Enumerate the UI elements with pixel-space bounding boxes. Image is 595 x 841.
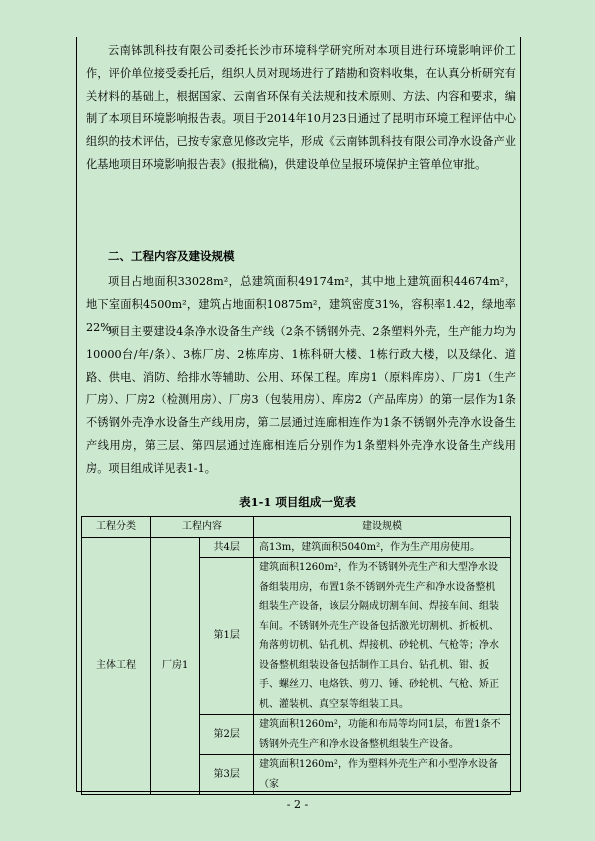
cell-floor: 共4层 xyxy=(200,537,254,558)
cell-desc: 建筑面积1260m²，功能和布局等均同1层，布置1条不锈钢外壳生产和净水设备整机组装生产设备。 xyxy=(254,715,511,755)
page-number: - 2 - xyxy=(286,798,309,811)
cell-floor: 第3层 xyxy=(200,755,254,795)
header-scale: 建设规模 xyxy=(254,517,511,538)
project-composition-table xyxy=(81,516,511,795)
table-caption: 表1-1 项目组成一览表 xyxy=(239,495,356,509)
cell-category: 主体工程 xyxy=(82,537,151,795)
intro-paragraph: 云南钵凯科技有限公司委托长沙市环境科学研究所对本项目进行环境影响评价工作，评价单位接受委托后，组织人员对现场进行了踏勘和资料收集，在认真分析研究有关材料的基础上，根据国家、云南省环保有关法规和技术原则、方法、内容和要求，编制了本项目环境影响报告表。项目于2014年10月23日通过了昆明市环境工程评估中心组织的技术评估，已按专家意见修改完毕，形成《云南钵凯科技有限公司净水设备产业化基地项目环境影响报告表》(报批稿)，供建设单位呈报环境保护主管单位审批。 xyxy=(86,44,516,171)
cell-floor: 第1层 xyxy=(200,558,254,715)
header-content: 工程内容 xyxy=(151,517,254,538)
content-paragraph: 项目主要建设4条净水设备生产线（2条不锈钢外壳、2条塑料外壳，生产能力均为10000台/年/条）、3栋厂房、2栋库房、1栋科研大楼、1栋行政大楼，以及绿化、道路、供电、消防、给排水等辅助、公用、环保工程。库房1（原料库房）、厂房1（生产厂房）、厂房2（检测用房）、厂房3（包装用房）、库房2（产品库房）的第一层作为1条不锈钢外壳净水设备生产线用房，第二层通过连廊相连作为1条不锈钢外壳净水设备生产线用房，第三层、第四层通过连廊相连后分别作为1条塑料外壳净水设备生产线用房。项目组成详见表1-1。 xyxy=(86,325,516,475)
table-header-row xyxy=(82,517,511,538)
cell-desc: 建筑面积1260m²，作为不锈钢外壳生产和大型净水设备组装用房，布置1条不锈钢外壳生产和净水设备整机组装生产设备，该层分隔成切割车间、焊接车间、组装车间。不锈钢外壳生产设备包括激光切割机、折板机、角落剪切机、钻孔机、焊接机、砂轮机、气枪等；净水设备整机组装设备包括制作工具台、钻孔机、钳、扳手、螺丝刀、电烙铁、剪刀、锤、砂轮机、气枪、矫正机、灌装机、真空泵等组装工具。 xyxy=(254,558,511,715)
cell-desc: 建筑面积1260m²，作为塑料外壳生产和小型净水设备（家 xyxy=(254,755,511,795)
table-row xyxy=(82,537,511,558)
cell-floor: 第2层 xyxy=(200,715,254,755)
cell-desc: 高13m，建筑面积5040m²，作为生产用房使用。 xyxy=(254,537,511,558)
area-paragraph: 项目占地面积33028m²，总建筑面积49174m²，其中地上建筑面积44674m²，地下室面积4500m²，建筑占地面积10875m²，建筑密度31%，容积率1.42，绿地率22%。 xyxy=(86,275,516,334)
section-heading: 二、工程内容及建设规模 xyxy=(108,249,235,263)
header-category: 工程分类 xyxy=(82,517,151,538)
cell-building: 厂房1 xyxy=(151,537,200,795)
